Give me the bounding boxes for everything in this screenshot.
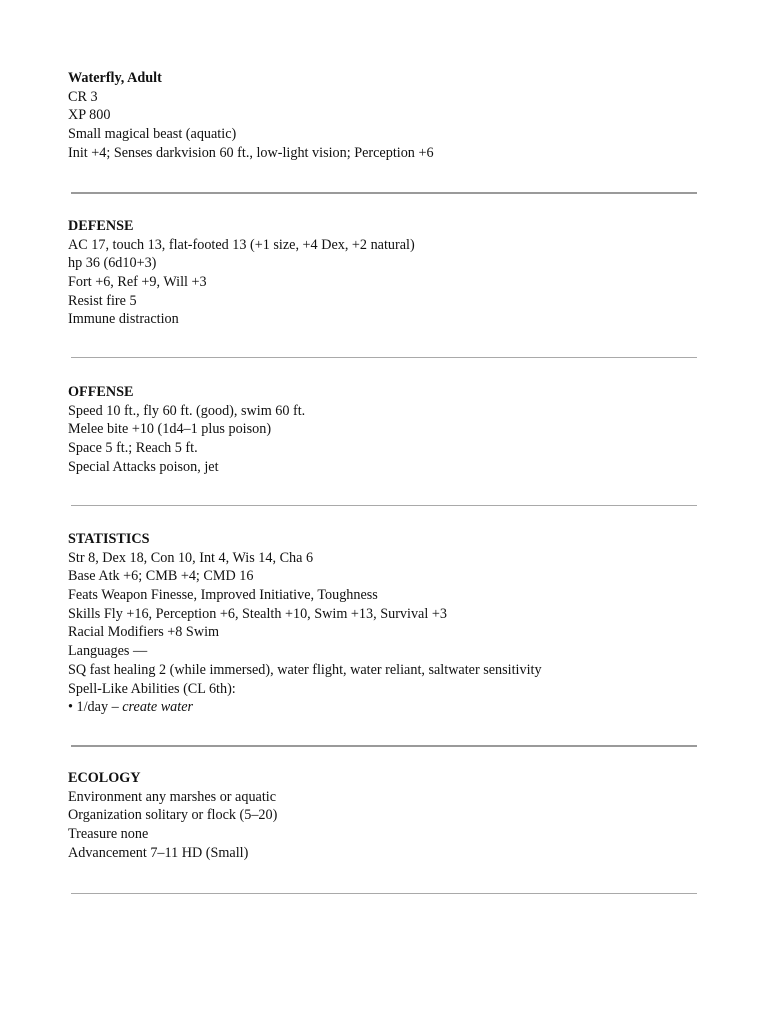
section-divider xyxy=(71,357,697,358)
defense-section xyxy=(68,217,708,329)
statistics-line: SQ fast healing 2 (while immersed), water flight, water reliant, saltwater sensitivity xyxy=(68,661,542,678)
section-divider xyxy=(71,505,697,506)
section-divider xyxy=(71,745,697,747)
statistics-heading: STATISTICS xyxy=(68,531,150,547)
init-senses: Init +4; Senses darkvision 60 ft., low-light vision; Perception +6 xyxy=(68,144,434,161)
spell-frequency: • 1/day – xyxy=(68,699,123,716)
ecology-line: Organization solitary or flock (5–20) xyxy=(68,807,278,824)
offense-line: Melee bite +10 (1d4–1 plus poison) xyxy=(68,421,272,438)
section-divider xyxy=(71,893,697,894)
ecology-heading: ECOLOGY xyxy=(68,770,141,786)
defense-line: hp 36 (6d10+3) xyxy=(68,255,157,272)
section-divider xyxy=(71,192,697,194)
statistics-line: Base Atk +6; CMB +4; CMD 16 xyxy=(68,568,254,585)
creature-type: Small magical beast (aquatic) xyxy=(68,126,237,143)
ecology-line: Advancement 7–11 HD (Small) xyxy=(68,844,249,861)
defense-line: AC 17, touch 13, flat-footed 13 (+1 size, +4 Dex, +2 natural) xyxy=(68,236,415,253)
header-section xyxy=(68,69,708,162)
defense-line: Resist fire 5 xyxy=(68,292,137,309)
offense-line: Speed 10 ft., fly 60 ft. (good), swim 60 ft. xyxy=(68,402,306,419)
defense-line: Fort +6, Ref +9, Will +3 xyxy=(68,274,207,291)
statistics-line: Feats Weapon Finesse, Improved Initiative, Toughness xyxy=(68,587,378,604)
spell-name: create water xyxy=(122,699,194,716)
statistics-section xyxy=(68,530,708,717)
offense-section xyxy=(68,383,708,476)
challenge-rating: CR 3 xyxy=(68,88,98,105)
offense-line: Space 5 ft.; Reach 5 ft. xyxy=(68,440,198,457)
statistics-line: Languages — xyxy=(68,643,148,660)
offense-heading: OFFENSE xyxy=(68,384,134,400)
ecology-line: Treasure none xyxy=(68,826,149,843)
statistics-line: Str 8, Dex 18, Con 10, Int 4, Wis 14, Cha 6 xyxy=(68,549,314,566)
spell-like-ability-entry xyxy=(68,698,708,717)
ecology-line: Environment any marshes or aquatic xyxy=(68,788,277,805)
defense-heading: DEFENSE xyxy=(68,218,134,234)
statistics-line: Racial Modifiers +8 Swim xyxy=(68,624,220,641)
experience-points: XP 800 xyxy=(68,107,111,124)
statistics-line: Spell-Like Abilities (CL 6th): xyxy=(68,680,236,697)
statistics-line: Skills Fly +16, Perception +6, Stealth +10, Swim +13, Survival +3 xyxy=(68,605,447,622)
creature-name: Waterfly, Adult xyxy=(68,70,162,86)
offense-line: Special Attacks poison, jet xyxy=(68,458,219,475)
ecology-section xyxy=(68,769,708,862)
defense-line: Immune distraction xyxy=(68,311,179,328)
